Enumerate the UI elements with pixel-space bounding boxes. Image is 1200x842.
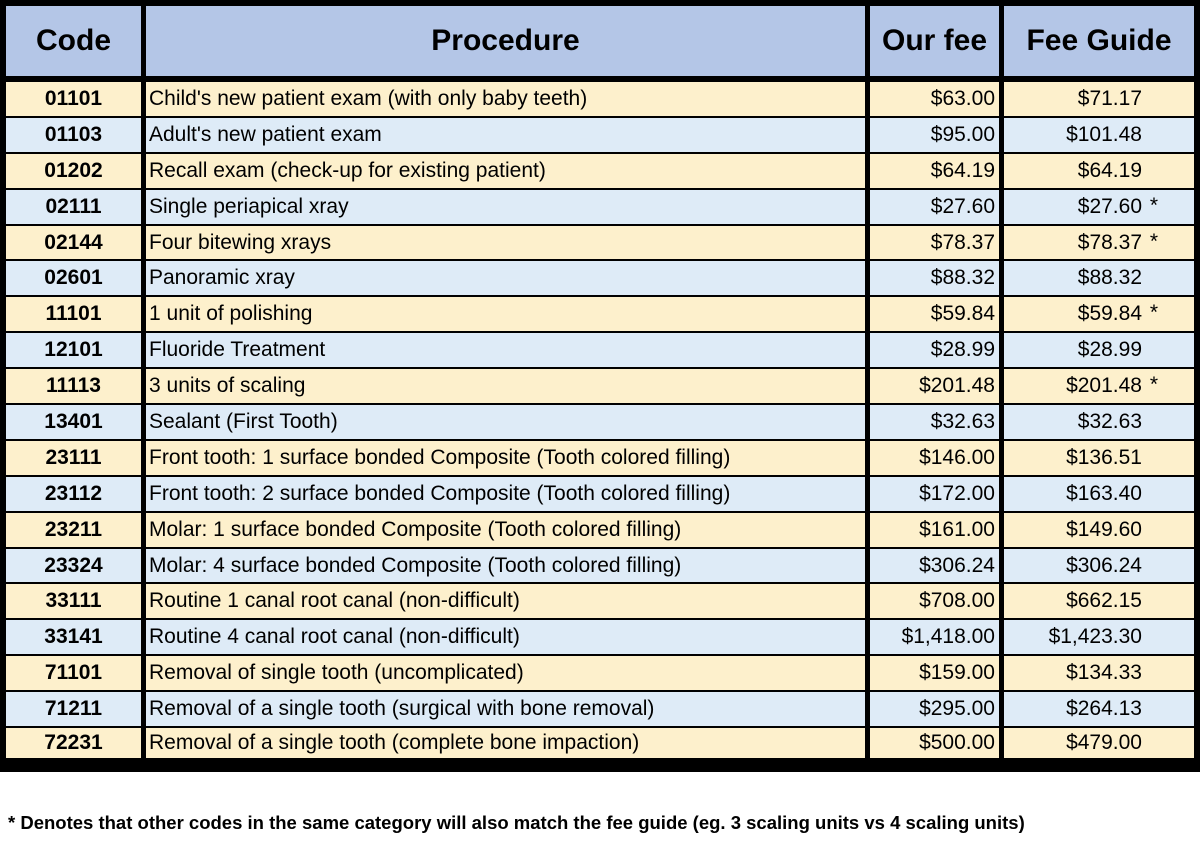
code-cell — [0, 656, 146, 692]
table-row — [0, 549, 1200, 585]
table-row — [0, 190, 1200, 226]
code-cell-text: 01101 — [44, 86, 103, 110]
code-cell — [0, 477, 146, 513]
our-fee-cell-text: $159.00 — [919, 661, 995, 685]
code-cell-text: 23111 — [45, 445, 102, 469]
fee-guide-cell-text: $88.32 — [1077, 266, 1142, 290]
our-fee-cell-text: $161.00 — [919, 517, 995, 541]
fee-guide-cell — [1004, 620, 1200, 656]
code-cell — [0, 692, 146, 728]
table-row — [0, 369, 1200, 405]
table-row — [0, 441, 1200, 477]
code-cell-text: 71211 — [44, 697, 103, 721]
fee-guide-cell — [1004, 584, 1200, 620]
fee-guide-cell — [1004, 513, 1200, 549]
code-cell-text: 33141 — [44, 625, 103, 649]
our-fee-cell-text: $59.84 — [930, 302, 995, 326]
our-fee-cell-text: $172.00 — [919, 481, 995, 505]
our-fee-cell-text: $88.32 — [930, 266, 995, 290]
table-header — [0, 0, 1200, 82]
our-fee-cell — [870, 405, 1004, 441]
table-row — [0, 656, 1200, 692]
fee-guide-cell — [1004, 82, 1200, 118]
procedure-cell — [146, 261, 870, 297]
fee-guide-cell-text: $101.48 — [1066, 122, 1142, 146]
table-row — [0, 513, 1200, 549]
procedure-cell-text: Front tooth: 2 surface bonded Composite (Tooth colored filling) — [149, 481, 731, 505]
fee-guide-cell — [1004, 477, 1200, 513]
code-cell — [0, 118, 146, 154]
our-fee-cell-text: $64.19 — [930, 158, 995, 182]
fee-guide-cell — [1004, 297, 1200, 333]
our-fee-cell-text: $27.60 — [930, 194, 995, 218]
our-fee-cell — [870, 656, 1004, 692]
footnote: * Denotes that other codes in the same category will also match the fee guide (eg. 3 scaling units vs 4 scaling units) — [8, 812, 1025, 833]
asterisk-marker: * — [1149, 301, 1158, 325]
fee-guide-cell-text: $479.00 — [1066, 730, 1142, 754]
procedure-cell — [146, 692, 870, 728]
code-cell — [0, 728, 146, 764]
table-row — [0, 477, 1200, 513]
code-cell — [0, 82, 146, 118]
code-cell-text: 02144 — [44, 230, 103, 254]
our-fee-cell-text: $95.00 — [930, 122, 995, 146]
procedure-cell-text: Removal of a single tooth (surgical with bone removal) — [149, 697, 655, 721]
fee-guide-cell-text: $32.63 — [1077, 409, 1142, 433]
code-cell — [0, 549, 146, 585]
code-cell-text: 72231 — [44, 730, 103, 754]
code-cell — [0, 190, 146, 226]
fee-guide-cell-text: $201.48 — [1066, 374, 1142, 398]
fee-guide-cell-text: $306.24 — [1066, 553, 1142, 577]
fee-guide-cell-text: $134.33 — [1066, 661, 1142, 685]
code-cell-text: 13401 — [44, 409, 103, 433]
our-fee-cell — [870, 118, 1004, 154]
our-fee-cell-text: $295.00 — [919, 697, 995, 721]
code-cell — [0, 369, 146, 405]
our-fee-cell-text: $708.00 — [919, 589, 995, 613]
our-fee-cell — [870, 82, 1004, 118]
code-cell — [0, 620, 146, 656]
table-row — [0, 405, 1200, 441]
procedure-cell — [146, 513, 870, 549]
our-fee-cell-text: $201.48 — [919, 374, 995, 398]
procedure-cell-text: Child's new patient exam (with only baby teeth) — [149, 86, 588, 110]
header-our-fee: Our fee — [870, 0, 1004, 82]
our-fee-cell — [870, 549, 1004, 585]
fee-guide-cell — [1004, 441, 1200, 477]
procedure-cell — [146, 477, 870, 513]
procedure-cell-text: Adult's new patient exam — [149, 122, 382, 146]
fee-guide-cell-text: $662.15 — [1066, 589, 1142, 613]
our-fee-cell — [870, 369, 1004, 405]
fee-guide-cell-text: $163.40 — [1066, 481, 1142, 505]
table-row — [0, 118, 1200, 154]
table-row — [0, 297, 1200, 333]
procedure-cell — [146, 441, 870, 477]
procedure-cell — [146, 549, 870, 585]
our-fee-cell-text: $32.63 — [930, 409, 995, 433]
table-row — [0, 154, 1200, 190]
procedure-cell — [146, 620, 870, 656]
procedure-cell — [146, 118, 870, 154]
procedure-cell-text: Front tooth: 1 surface bonded Composite (Tooth colored filling) — [149, 445, 731, 469]
fee-guide-cell — [1004, 190, 1200, 226]
our-fee-cell-text: $500.00 — [919, 730, 995, 754]
table-row — [0, 584, 1200, 620]
fee-guide-cell — [1004, 549, 1200, 585]
our-fee-cell — [870, 477, 1004, 513]
code-cell-text: 11101 — [45, 302, 102, 326]
procedure-cell-text: Sealant (First Tooth) — [149, 409, 338, 433]
procedure-cell — [146, 656, 870, 692]
code-cell — [0, 154, 146, 190]
procedure-cell — [146, 584, 870, 620]
procedure-cell — [146, 405, 870, 441]
table-row — [0, 728, 1200, 764]
procedure-cell-text: Four bitewing xrays — [149, 230, 332, 254]
our-fee-cell — [870, 692, 1004, 728]
fee-guide-cell-text: $78.37 — [1077, 230, 1142, 254]
header-procedure: Procedure — [146, 0, 870, 82]
procedure-cell — [146, 190, 870, 226]
fee-guide-cell — [1004, 118, 1200, 154]
header-fee-guide: Fee Guide — [1004, 0, 1200, 82]
fee-guide-cell-text: $149.60 — [1066, 517, 1142, 541]
procedure-cell — [146, 333, 870, 369]
procedure-cell — [146, 728, 870, 764]
code-cell-text: 23324 — [44, 553, 103, 577]
code-cell-text: 01202 — [44, 158, 103, 182]
code-cell-text: 02111 — [45, 194, 102, 218]
our-fee-cell-text: $28.99 — [930, 338, 995, 362]
our-fee-cell — [870, 297, 1004, 333]
fee-guide-cell — [1004, 728, 1200, 764]
code-cell-text: 11113 — [46, 374, 101, 398]
fee-guide-cell-text: $1,423.30 — [1048, 625, 1142, 649]
code-cell — [0, 333, 146, 369]
our-fee-cell — [870, 154, 1004, 190]
procedure-cell-text: Molar: 1 surface bonded Composite (Tooth colored filling) — [149, 517, 682, 541]
procedure-cell — [146, 82, 870, 118]
table-row — [0, 333, 1200, 369]
header-code: Code — [0, 0, 146, 82]
our-fee-cell — [870, 584, 1004, 620]
fee-guide-cell-text: $71.17 — [1077, 86, 1142, 110]
asterisk-marker: * — [1149, 372, 1158, 396]
fee-guide-cell-text: $59.84 — [1077, 302, 1142, 326]
code-cell-text: 12101 — [44, 338, 103, 362]
code-cell-text: 33111 — [45, 589, 102, 613]
fee-guide-cell-text: $27.60 — [1077, 194, 1142, 218]
our-fee-cell-text: $78.37 — [930, 230, 995, 254]
fee-guide-cell — [1004, 369, 1200, 405]
code-cell-text: 02601 — [44, 266, 103, 290]
fee-guide-cell — [1004, 692, 1200, 728]
our-fee-cell — [870, 333, 1004, 369]
procedure-cell-text: 1 unit of polishing — [149, 302, 313, 326]
procedure-cell — [146, 226, 870, 262]
fee-guide-cell — [1004, 656, 1200, 692]
our-fee-cell — [870, 513, 1004, 549]
our-fee-cell-text: $1,418.00 — [901, 625, 995, 649]
header-row — [0, 0, 1200, 82]
code-cell — [0, 297, 146, 333]
code-cell-text: 01103 — [44, 122, 103, 146]
code-cell — [0, 261, 146, 297]
our-fee-cell — [870, 190, 1004, 226]
code-cell-text: 23211 — [44, 517, 103, 541]
fee-guide-cell — [1004, 226, 1200, 262]
code-cell — [0, 513, 146, 549]
table-body — [0, 82, 1200, 764]
procedure-cell-text: Routine 1 canal root canal (non-difficult) — [149, 589, 520, 613]
table-row — [0, 261, 1200, 297]
our-fee-cell — [870, 620, 1004, 656]
procedure-cell-text: Removal of a single tooth (complete bone impaction) — [149, 730, 640, 754]
procedure-cell — [146, 154, 870, 190]
procedure-cell-text: Recall exam (check-up for existing patient) — [149, 158, 546, 182]
our-fee-cell-text: $146.00 — [919, 445, 995, 469]
procedure-cell-text: 3 units of scaling — [149, 374, 306, 398]
our-fee-cell — [870, 441, 1004, 477]
fee-guide-cell — [1004, 405, 1200, 441]
our-fee-cell-text: $306.24 — [919, 553, 995, 577]
fee-guide-cell-text: $264.13 — [1066, 697, 1142, 721]
fee-guide-cell-text: $28.99 — [1077, 338, 1142, 362]
fee-guide-cell — [1004, 333, 1200, 369]
table-row — [0, 226, 1200, 262]
procedure-cell-text: Removal of single tooth (uncomplicated) — [149, 661, 524, 685]
our-fee-cell-text: $63.00 — [930, 86, 995, 110]
asterisk-marker: * — [1149, 193, 1158, 217]
code-cell-text: 71101 — [44, 661, 103, 685]
table-row — [0, 692, 1200, 728]
table-row — [0, 82, 1200, 118]
code-cell — [0, 405, 146, 441]
fee-guide-cell-text: $136.51 — [1066, 445, 1142, 469]
code-cell — [0, 226, 146, 262]
procedure-cell-text: Routine 4 canal root canal (non-difficult) — [149, 625, 520, 649]
table-row — [0, 620, 1200, 656]
code-cell-text: 23112 — [44, 481, 103, 505]
fee-guide-cell — [1004, 154, 1200, 190]
procedure-cell — [146, 297, 870, 333]
fee-guide-cell-text: $64.19 — [1077, 158, 1142, 182]
our-fee-cell — [870, 261, 1004, 297]
fee-guide-cell — [1004, 261, 1200, 297]
asterisk-marker: * — [1149, 229, 1158, 253]
procedure-cell-text: Fluoride Treatment — [149, 338, 326, 362]
procedure-cell — [146, 369, 870, 405]
code-cell — [0, 441, 146, 477]
procedure-cell-text: Panoramic xray — [149, 266, 295, 290]
code-cell — [0, 584, 146, 620]
procedure-cell-text: Molar: 4 surface bonded Composite (Tooth colored filling) — [149, 553, 682, 577]
procedure-cell-text: Single periapical xray — [149, 194, 349, 218]
our-fee-cell — [870, 226, 1004, 262]
our-fee-cell — [870, 728, 1004, 764]
